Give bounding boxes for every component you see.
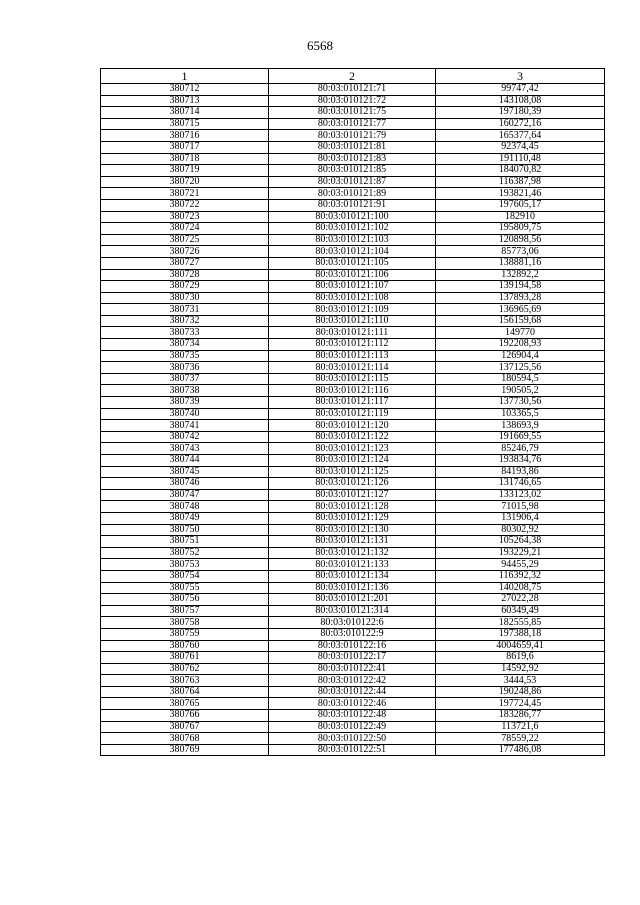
cadastral-number-cell: 80:03:010122:9 bbox=[269, 628, 436, 640]
row-number-cell: 380769 bbox=[101, 744, 269, 756]
table-row bbox=[101, 455, 605, 467]
cadastral-number-cell: 80:03:010122:50 bbox=[269, 733, 436, 745]
table-row bbox=[101, 570, 605, 582]
value-cell: 131746,65 bbox=[436, 478, 605, 490]
row-number-cell: 380736 bbox=[101, 362, 269, 374]
value-cell: 183286,77 bbox=[436, 710, 605, 722]
value-cell: 137730,56 bbox=[436, 397, 605, 409]
value-cell: 85773,06 bbox=[436, 246, 605, 258]
row-number-cell: 380720 bbox=[101, 176, 269, 188]
cadastral-number-cell: 80:03:010121:79 bbox=[269, 130, 436, 142]
cadastral-number-cell: 80:03:010122:41 bbox=[269, 663, 436, 675]
cadastral-number-cell: 80:03:010121:81 bbox=[269, 141, 436, 153]
row-number-cell: 380737 bbox=[101, 373, 269, 385]
value-cell: 193229,21 bbox=[436, 547, 605, 559]
column-header: 3 bbox=[436, 69, 605, 84]
cadastral-number-cell: 80:03:010121:108 bbox=[269, 292, 436, 304]
cadastral-number-cell: 80:03:010121:107 bbox=[269, 281, 436, 293]
value-cell: 133123,02 bbox=[436, 489, 605, 501]
value-cell: 113721,6 bbox=[436, 721, 605, 733]
table-row bbox=[101, 547, 605, 559]
value-cell: 197388,18 bbox=[436, 628, 605, 640]
row-number-cell: 380768 bbox=[101, 733, 269, 745]
row-number-cell: 380731 bbox=[101, 304, 269, 316]
value-cell: 103365,5 bbox=[436, 408, 605, 420]
value-cell: 192208,93 bbox=[436, 339, 605, 351]
value-cell: 190248,86 bbox=[436, 686, 605, 698]
cadastral-number-cell: 80:03:010121:134 bbox=[269, 570, 436, 582]
table-row bbox=[101, 733, 605, 745]
value-cell: 182910 bbox=[436, 211, 605, 223]
table-row bbox=[101, 234, 605, 246]
cadastral-number-cell: 80:03:010122:17 bbox=[269, 652, 436, 664]
value-cell: 139194,58 bbox=[436, 281, 605, 293]
value-cell: 71015,98 bbox=[436, 501, 605, 513]
value-cell: 184070,82 bbox=[436, 165, 605, 177]
value-cell: 138881,16 bbox=[436, 257, 605, 269]
row-number-cell: 380728 bbox=[101, 269, 269, 281]
cadastral-number-cell: 80:03:010122:16 bbox=[269, 640, 436, 652]
value-cell: 132892,2 bbox=[436, 269, 605, 281]
table-row bbox=[101, 640, 605, 652]
value-cell: 85246,79 bbox=[436, 443, 605, 455]
row-number-cell: 380725 bbox=[101, 234, 269, 246]
value-cell: 156159,68 bbox=[436, 315, 605, 327]
row-number-cell: 380760 bbox=[101, 640, 269, 652]
table-row bbox=[101, 246, 605, 258]
row-number-cell: 380751 bbox=[101, 536, 269, 548]
row-number-cell: 380765 bbox=[101, 698, 269, 710]
row-number-cell: 380757 bbox=[101, 605, 269, 617]
value-cell: 92374,45 bbox=[436, 141, 605, 153]
table-row bbox=[101, 223, 605, 235]
value-cell: 143108,08 bbox=[436, 95, 605, 107]
table-row bbox=[101, 408, 605, 420]
value-cell: 99747,42 bbox=[436, 84, 605, 96]
table-row bbox=[101, 478, 605, 490]
cadastral-number-cell: 80:03:010121:106 bbox=[269, 269, 436, 281]
row-number-cell: 380738 bbox=[101, 385, 269, 397]
cadastral-number-cell: 80:03:010121:113 bbox=[269, 350, 436, 362]
cadastral-number-cell: 80:03:010121:131 bbox=[269, 536, 436, 548]
cadastral-number-cell: 80:03:010121:71 bbox=[269, 84, 436, 96]
row-number-cell: 380762 bbox=[101, 663, 269, 675]
table-row bbox=[101, 536, 605, 548]
value-cell: 140208,75 bbox=[436, 582, 605, 594]
cadastral-number-cell: 80:03:010122:6 bbox=[269, 617, 436, 629]
row-number-cell: 380714 bbox=[101, 107, 269, 119]
table-row bbox=[101, 617, 605, 629]
table-row bbox=[101, 420, 605, 432]
row-number-cell: 380723 bbox=[101, 211, 269, 223]
cadastral-number-cell: 80:03:010121:127 bbox=[269, 489, 436, 501]
row-number-cell: 380749 bbox=[101, 512, 269, 524]
row-number-cell: 380724 bbox=[101, 223, 269, 235]
row-number-cell: 380739 bbox=[101, 397, 269, 409]
value-cell: 94455,29 bbox=[436, 559, 605, 571]
cadastral-number-cell: 80:03:010121:72 bbox=[269, 95, 436, 107]
row-number-cell: 380718 bbox=[101, 153, 269, 165]
cadastral-number-cell: 80:03:010121:100 bbox=[269, 211, 436, 223]
row-number-cell: 380744 bbox=[101, 455, 269, 467]
row-number-cell: 380748 bbox=[101, 501, 269, 513]
value-cell: 195809,75 bbox=[436, 223, 605, 235]
table-row bbox=[101, 350, 605, 362]
value-cell: 165377,64 bbox=[436, 130, 605, 142]
cadastral-number-cell: 80:03:010121:128 bbox=[269, 501, 436, 513]
value-cell: 8619,6 bbox=[436, 652, 605, 664]
table-row bbox=[101, 373, 605, 385]
row-number-cell: 380727 bbox=[101, 257, 269, 269]
row-number-cell: 380735 bbox=[101, 350, 269, 362]
table-row bbox=[101, 292, 605, 304]
cadastral-number-cell: 80:03:010121:103 bbox=[269, 234, 436, 246]
row-number-cell: 380722 bbox=[101, 199, 269, 211]
table-row bbox=[101, 141, 605, 153]
cadastral-number-cell: 80:03:010121:125 bbox=[269, 466, 436, 478]
cadastral-number-cell: 80:03:010121:91 bbox=[269, 199, 436, 211]
cadastral-number-cell: 80:03:010122:49 bbox=[269, 721, 436, 733]
value-cell: 191110,48 bbox=[436, 153, 605, 165]
cadastral-number-cell: 80:03:010122:42 bbox=[269, 675, 436, 687]
row-number-cell: 380729 bbox=[101, 281, 269, 293]
cadastral-number-cell: 80:03:010121:129 bbox=[269, 512, 436, 524]
table-row bbox=[101, 281, 605, 293]
cadastral-number-cell: 80:03:010121:120 bbox=[269, 420, 436, 432]
table-row bbox=[101, 327, 605, 339]
cadastral-number-cell: 80:03:010121:114 bbox=[269, 362, 436, 374]
value-cell: 193834,76 bbox=[436, 455, 605, 467]
cadastral-number-cell: 80:03:010121:116 bbox=[269, 385, 436, 397]
cadastral-number-cell: 80:03:010121:102 bbox=[269, 223, 436, 235]
table-row bbox=[101, 698, 605, 710]
row-number-cell: 380719 bbox=[101, 165, 269, 177]
row-number-cell: 380743 bbox=[101, 443, 269, 455]
table-row bbox=[101, 686, 605, 698]
table-row bbox=[101, 501, 605, 513]
row-number-cell: 380767 bbox=[101, 721, 269, 733]
table-row bbox=[101, 362, 605, 374]
value-cell: 78559,22 bbox=[436, 733, 605, 745]
row-number-cell: 380753 bbox=[101, 559, 269, 571]
table-row bbox=[101, 594, 605, 606]
table-row bbox=[101, 512, 605, 524]
row-number-cell: 380745 bbox=[101, 466, 269, 478]
value-cell: 105264,38 bbox=[436, 536, 605, 548]
value-cell: 60349,49 bbox=[436, 605, 605, 617]
table-row bbox=[101, 397, 605, 409]
row-number-cell: 380764 bbox=[101, 686, 269, 698]
row-number-cell: 380721 bbox=[101, 188, 269, 200]
cadastral-number-cell: 80:03:010121:110 bbox=[269, 315, 436, 327]
value-cell: 116387,98 bbox=[436, 176, 605, 188]
value-cell: 197724,45 bbox=[436, 698, 605, 710]
value-cell: 131906,4 bbox=[436, 512, 605, 524]
row-number-cell: 380715 bbox=[101, 118, 269, 130]
value-cell: 27022,28 bbox=[436, 594, 605, 606]
row-number-cell: 380758 bbox=[101, 617, 269, 629]
value-cell: 137125,56 bbox=[436, 362, 605, 374]
cadastral-number-cell: 80:03:010121:314 bbox=[269, 605, 436, 617]
row-number-cell: 380733 bbox=[101, 327, 269, 339]
cadastral-number-cell: 80:03:010121:77 bbox=[269, 118, 436, 130]
table-row bbox=[101, 84, 605, 96]
cadastral-number-cell: 80:03:010122:46 bbox=[269, 698, 436, 710]
cadastral-number-cell: 80:03:010121:117 bbox=[269, 397, 436, 409]
value-cell: 191669,55 bbox=[436, 431, 605, 443]
row-number-cell: 380730 bbox=[101, 292, 269, 304]
row-number-cell: 380761 bbox=[101, 652, 269, 664]
cadastral-number-cell: 80:03:010121:112 bbox=[269, 339, 436, 351]
table-row bbox=[101, 176, 605, 188]
column-header: 1 bbox=[101, 69, 269, 84]
row-number-cell: 380726 bbox=[101, 246, 269, 258]
cadastral-number-cell: 80:03:010121:104 bbox=[269, 246, 436, 258]
value-cell: 4004659,41 bbox=[436, 640, 605, 652]
row-number-cell: 380717 bbox=[101, 141, 269, 153]
table-row bbox=[101, 269, 605, 281]
table-row bbox=[101, 130, 605, 142]
cadastral-number-cell: 80:03:010121:126 bbox=[269, 478, 436, 490]
row-number-cell: 380732 bbox=[101, 315, 269, 327]
table-row bbox=[101, 605, 605, 617]
value-cell: 180594,5 bbox=[436, 373, 605, 385]
cadastral-number-cell: 80:03:010122:48 bbox=[269, 710, 436, 722]
cadastral-number-cell: 80:03:010121:75 bbox=[269, 107, 436, 119]
cadastral-number-cell: 80:03:010121:122 bbox=[269, 431, 436, 443]
cadastral-number-cell: 80:03:010122:51 bbox=[269, 744, 436, 756]
cadastral-number-cell: 80:03:010121:109 bbox=[269, 304, 436, 316]
cadastral-number-cell: 80:03:010121:201 bbox=[269, 594, 436, 606]
table-row bbox=[101, 559, 605, 571]
table-row bbox=[101, 466, 605, 478]
table-row bbox=[101, 304, 605, 316]
row-number-cell: 380763 bbox=[101, 675, 269, 687]
table-row bbox=[101, 652, 605, 664]
table-row bbox=[101, 95, 605, 107]
cadastral-number-cell: 80:03:010121:111 bbox=[269, 327, 436, 339]
value-cell: 182555,85 bbox=[436, 617, 605, 629]
table-row bbox=[101, 339, 605, 351]
table-row bbox=[101, 744, 605, 756]
cadastral-number-cell: 80:03:010121:85 bbox=[269, 165, 436, 177]
value-cell: 120898,56 bbox=[436, 234, 605, 246]
row-number-cell: 380746 bbox=[101, 478, 269, 490]
cadastral-number-cell: 80:03:010121:130 bbox=[269, 524, 436, 536]
value-cell: 177486,08 bbox=[436, 744, 605, 756]
row-number-cell: 380752 bbox=[101, 547, 269, 559]
table-header-row bbox=[101, 69, 605, 84]
row-number-cell: 380766 bbox=[101, 710, 269, 722]
table-row bbox=[101, 107, 605, 119]
table-row bbox=[101, 582, 605, 594]
row-number-cell: 380742 bbox=[101, 431, 269, 443]
table-body bbox=[101, 84, 605, 756]
row-number-cell: 380750 bbox=[101, 524, 269, 536]
page-number: 6568 bbox=[307, 38, 333, 53]
value-cell: 160272,16 bbox=[436, 118, 605, 130]
cadastral-number-cell: 80:03:010121:119 bbox=[269, 408, 436, 420]
cadastral-number-cell: 80:03:010122:44 bbox=[269, 686, 436, 698]
table-row bbox=[101, 431, 605, 443]
table-row bbox=[101, 118, 605, 130]
table-row bbox=[101, 315, 605, 327]
row-number-cell: 380716 bbox=[101, 130, 269, 142]
table-row bbox=[101, 710, 605, 722]
table-row bbox=[101, 153, 605, 165]
row-number-cell: 380747 bbox=[101, 489, 269, 501]
column-header: 2 bbox=[269, 69, 436, 84]
row-number-cell: 380754 bbox=[101, 570, 269, 582]
data-table bbox=[100, 68, 605, 756]
cadastral-number-cell: 80:03:010121:105 bbox=[269, 257, 436, 269]
table-row bbox=[101, 165, 605, 177]
value-cell: 84193,86 bbox=[436, 466, 605, 478]
value-cell: 116392,32 bbox=[436, 570, 605, 582]
table-row bbox=[101, 257, 605, 269]
table-row bbox=[101, 199, 605, 211]
table-row bbox=[101, 188, 605, 200]
cadastral-number-cell: 80:03:010121:132 bbox=[269, 547, 436, 559]
row-number-cell: 380713 bbox=[101, 95, 269, 107]
table-row bbox=[101, 663, 605, 675]
cadastral-number-cell: 80:03:010121:83 bbox=[269, 153, 436, 165]
value-cell: 190505,2 bbox=[436, 385, 605, 397]
cadastral-number-cell: 80:03:010121:133 bbox=[269, 559, 436, 571]
row-number-cell: 380740 bbox=[101, 408, 269, 420]
cadastral-number-cell: 80:03:010121:115 bbox=[269, 373, 436, 385]
row-number-cell: 380759 bbox=[101, 628, 269, 640]
value-cell: 138693,9 bbox=[436, 420, 605, 432]
value-cell: 149770 bbox=[436, 327, 605, 339]
table-row bbox=[101, 489, 605, 501]
table-row bbox=[101, 385, 605, 397]
cadastral-number-cell: 80:03:010121:123 bbox=[269, 443, 436, 455]
table-row bbox=[101, 443, 605, 455]
row-number-cell: 380712 bbox=[101, 84, 269, 96]
cadastral-number-cell: 80:03:010121:89 bbox=[269, 188, 436, 200]
value-cell: 197605,17 bbox=[436, 199, 605, 211]
row-number-cell: 380756 bbox=[101, 594, 269, 606]
value-cell: 80302,92 bbox=[436, 524, 605, 536]
row-number-cell: 380734 bbox=[101, 339, 269, 351]
value-cell: 3444,53 bbox=[436, 675, 605, 687]
value-cell: 197180,39 bbox=[436, 107, 605, 119]
table-row bbox=[101, 675, 605, 687]
cadastral-number-cell: 80:03:010121:87 bbox=[269, 176, 436, 188]
cadastral-number-cell: 80:03:010121:136 bbox=[269, 582, 436, 594]
value-cell: 137893,28 bbox=[436, 292, 605, 304]
value-cell: 193821,46 bbox=[436, 188, 605, 200]
value-cell: 126904,4 bbox=[436, 350, 605, 362]
value-cell: 14592,92 bbox=[436, 663, 605, 675]
value-cell: 136965,69 bbox=[436, 304, 605, 316]
cadastral-number-cell: 80:03:010121:124 bbox=[269, 455, 436, 467]
table-row bbox=[101, 524, 605, 536]
table-row bbox=[101, 628, 605, 640]
row-number-cell: 380741 bbox=[101, 420, 269, 432]
table-row bbox=[101, 211, 605, 223]
row-number-cell: 380755 bbox=[101, 582, 269, 594]
table-row bbox=[101, 721, 605, 733]
